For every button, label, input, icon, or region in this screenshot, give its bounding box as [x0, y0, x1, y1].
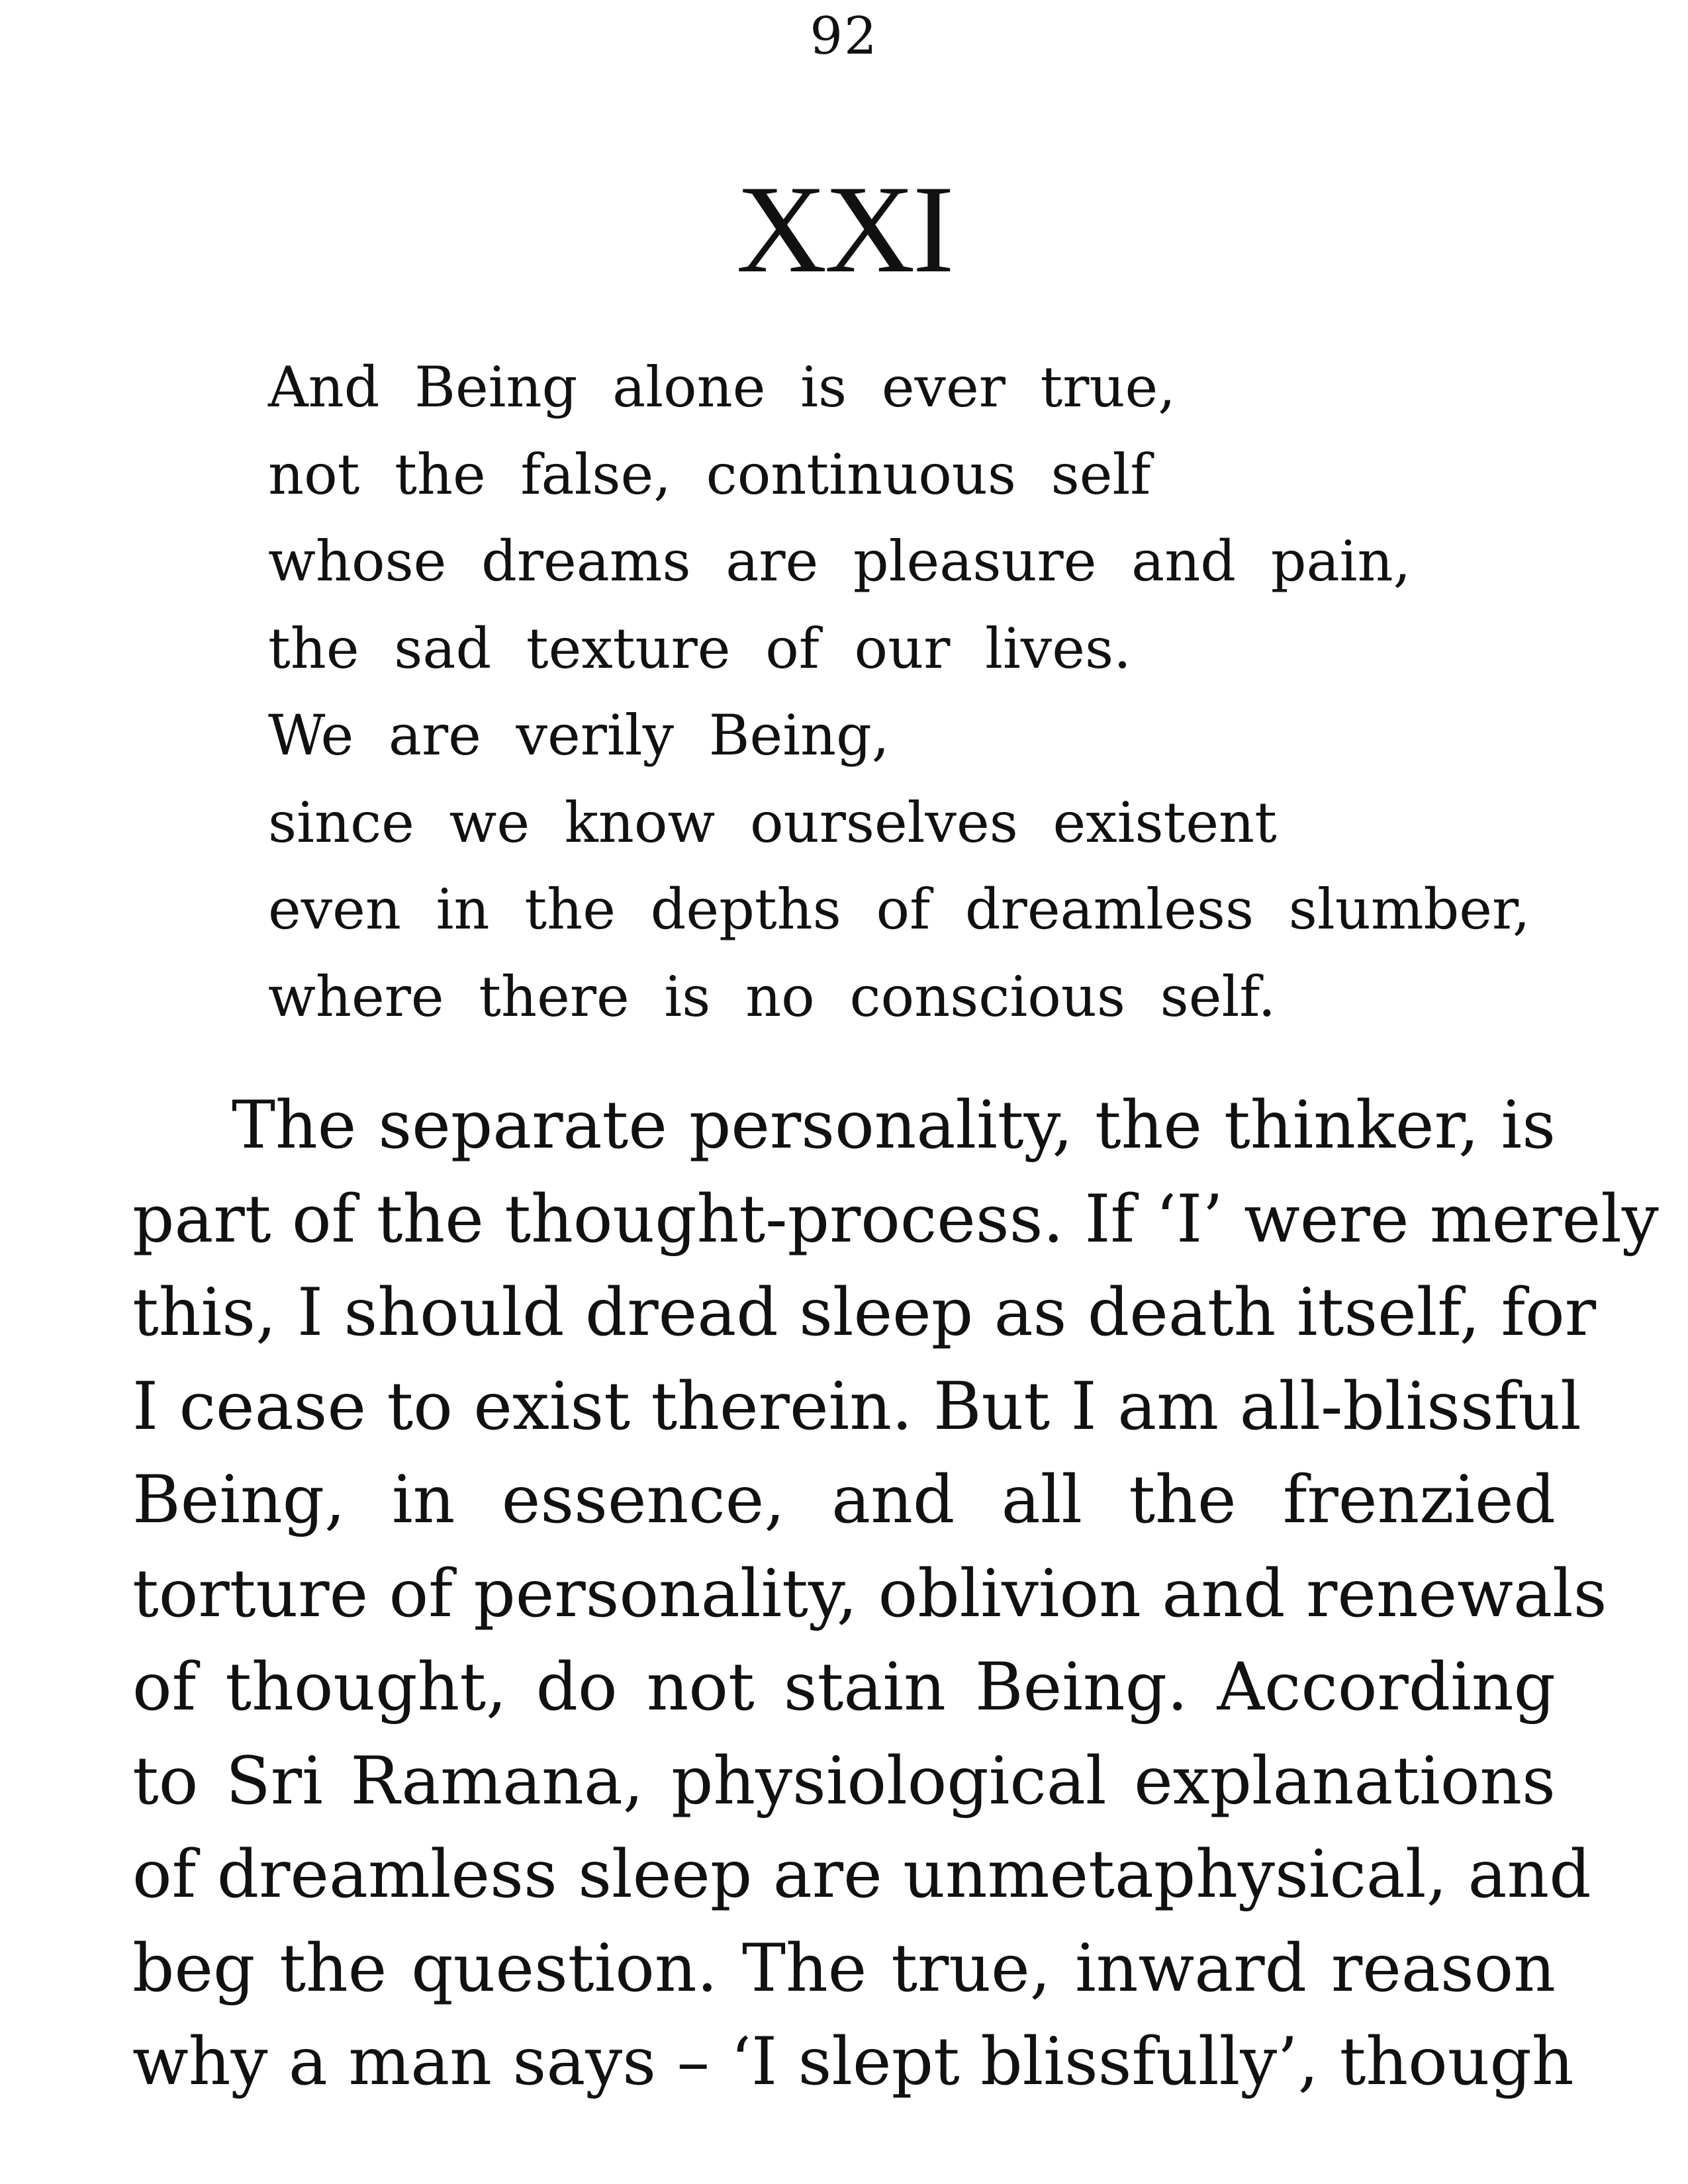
chapter-heading: XXI	[736, 160, 952, 299]
verse-line: whose dreams are pleasure and pain,	[268, 529, 1411, 594]
prose-line: part of the thought-process. If ‘I’ were merely	[132, 1181, 1659, 1257]
prose-line: Being, in essence, and all the frenzied	[132, 1462, 1556, 1538]
verse-line: where there is no conscious self.	[268, 964, 1276, 1029]
verse-line: not the false, continuous self	[268, 441, 1151, 507]
page-number: 92	[810, 7, 878, 66]
prose-line: of thought, do not stain Being. According	[132, 1649, 1556, 1725]
prose-line: this, I should dread sleep as death itself, for	[132, 1275, 1597, 1351]
verse-line: even in the depths of dreamless slumber,	[268, 877, 1530, 942]
verse-line: We are verily Being,	[268, 703, 890, 768]
prose-line: to Sri Ramana, physiological explanations	[132, 1743, 1556, 1819]
prose-line: beg the question. The true, inward reason	[132, 1930, 1556, 2007]
prose-paragraph	[132, 1079, 1659, 2109]
prose-line: of dreamless sleep are unmetaphysical, and	[132, 1837, 1591, 1913]
verse-block	[268, 344, 1592, 1040]
verse-line: And Being alone is ever true,	[268, 355, 1176, 420]
prose-line: why a man says – ‘I slept blissfully’, though	[132, 2024, 1574, 2100]
verse-line: since we know ourselves existent	[268, 790, 1277, 855]
prose-line: The separate personality, the thinker, is	[232, 1087, 1556, 1163]
verse-line: the sad texture of our lives.	[268, 615, 1131, 681]
prose-line: I cease to exist therein. But I am all-blissful	[132, 1368, 1581, 1445]
prose-line: torture of personality, oblivion and renewals	[132, 1555, 1607, 1632]
